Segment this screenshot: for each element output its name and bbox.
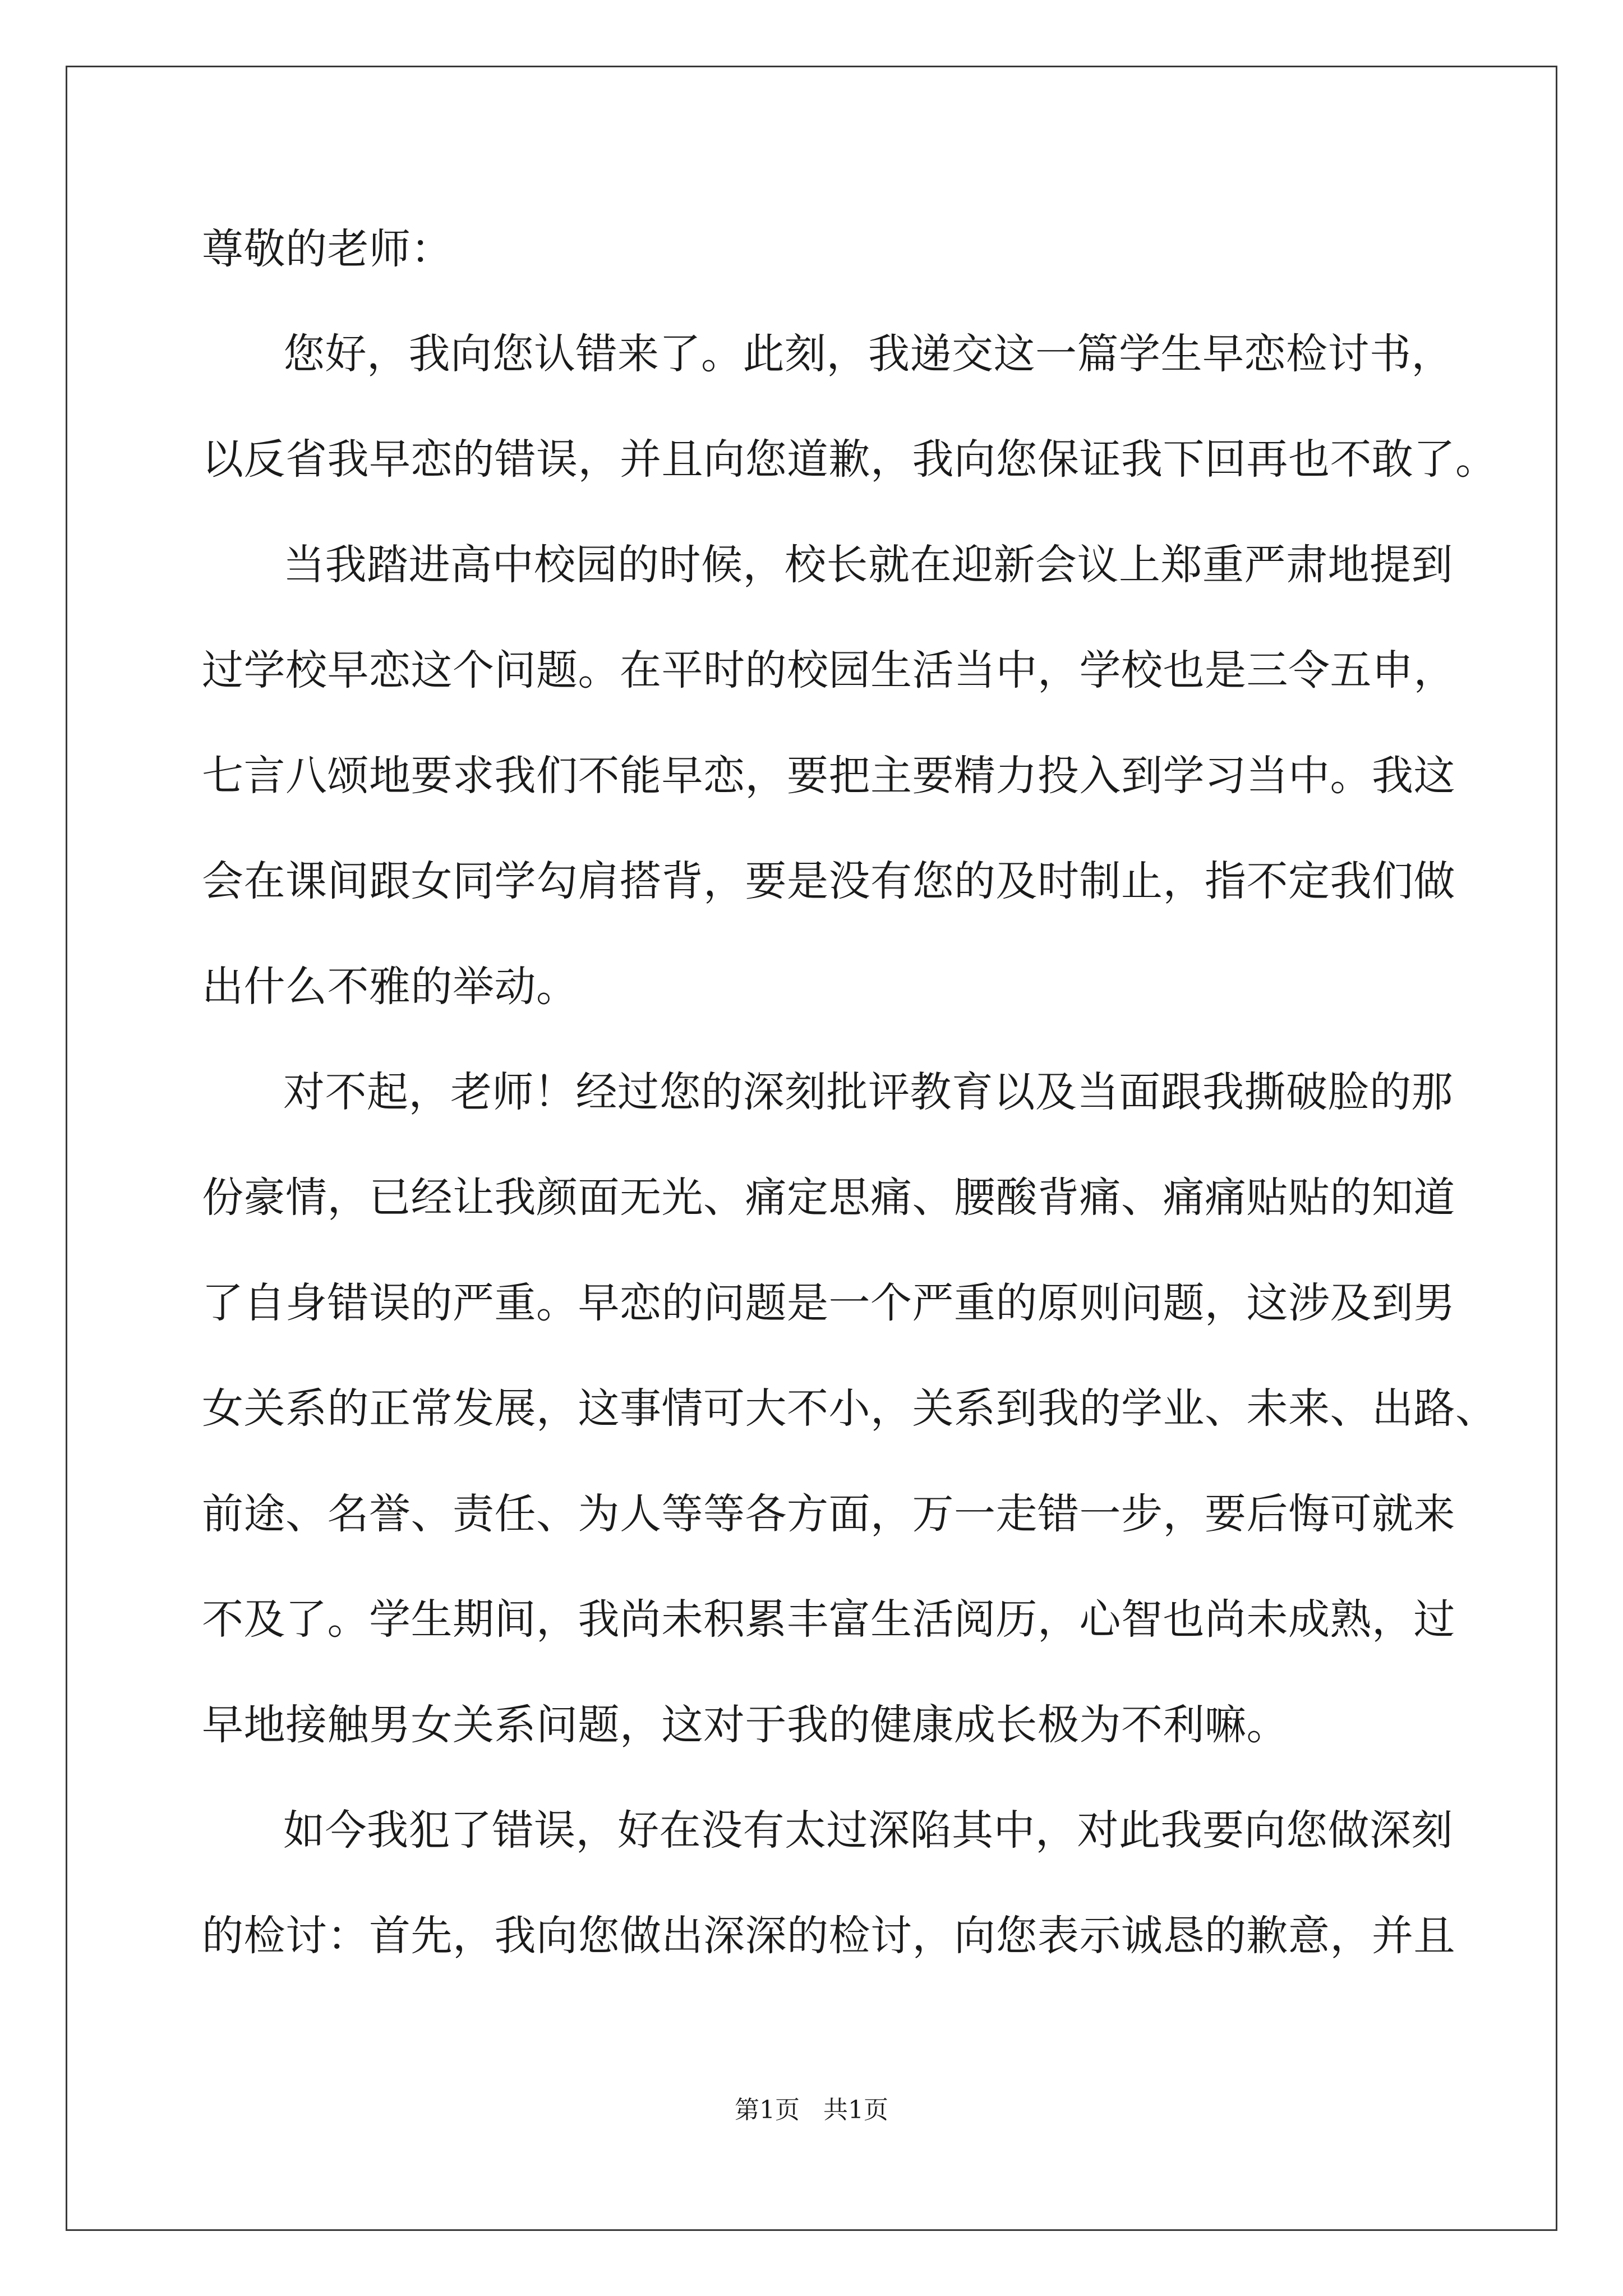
paragraph-2-line-3: 七言八颂地要求我们不能早恋，要把主要精力投入到学习当中。我这 [202,752,1455,800]
paragraph-2-line-2: 过学校早恋这个问题。在平时的校园生活当中，学校也是三令五申， [202,646,1455,694]
paragraph-3-line-4: 女关系的正常发展，这事情可大不小，关系到我的学业、未来、出路、 [202,1384,1497,1433]
paragraph-1-line-1: 您好，我向您认错来了。此刻，我递交这一篇学生早恋检讨书， [283,330,1453,378]
paragraph-2-line-4: 会在课间跟女同学勾肩搭背，要是没有您的及时制止，指不定我们做 [202,857,1455,905]
paragraph-3-line-3: 了自身错误的严重。早恋的问题是一个严重的原则问题，这涉及到男 [202,1279,1455,1327]
paragraph-3-line-7: 早地接触男女关系问题，这对于我的健康成长极为不利嘛。 [202,1701,1288,1749]
paragraph-3-line-1: 对不起，老师！经过您的深刻批评教育以及当面跟我撕破脸的那 [283,1068,1453,1116]
paragraph-4-line-1: 如今我犯了错误，好在没有太过深陷其中，对此我要向您做深刻 [283,1806,1453,1855]
paragraph-3-line-2: 份豪情，已经让我颜面无光、痛定思痛、腰酸背痛、痛痛贴贴的知道 [202,1174,1455,1222]
paragraph-2-line-1: 当我踏进高中校园的时候，校长就在迎新会议上郑重严肃地提到 [283,541,1453,589]
paragraph-3-line-6: 不及了。学生期间，我尚未积累丰富生活阅历，心智也尚未成熟，过 [202,1595,1455,1644]
paragraph-1-line-2: 以反省我早恋的错误，并且向您道歉，我向您保证我下回再也不敢了。 [202,435,1497,484]
paragraph-3-line-5: 前途、名誉、责任、为人等等各方面，万一走错一步，要后悔可就来 [202,1490,1455,1538]
paragraph-2-line-5: 出什么不雅的举动。 [202,963,578,1011]
salutation: 尊敬的老师： [202,225,453,273]
paragraph-4-line-2: 的检讨：首先，我向您做出深深的检讨，向您表示诚恳的歉意，并且 [202,1912,1455,1960]
page-number: 第1页 共1页 [735,2096,888,2124]
